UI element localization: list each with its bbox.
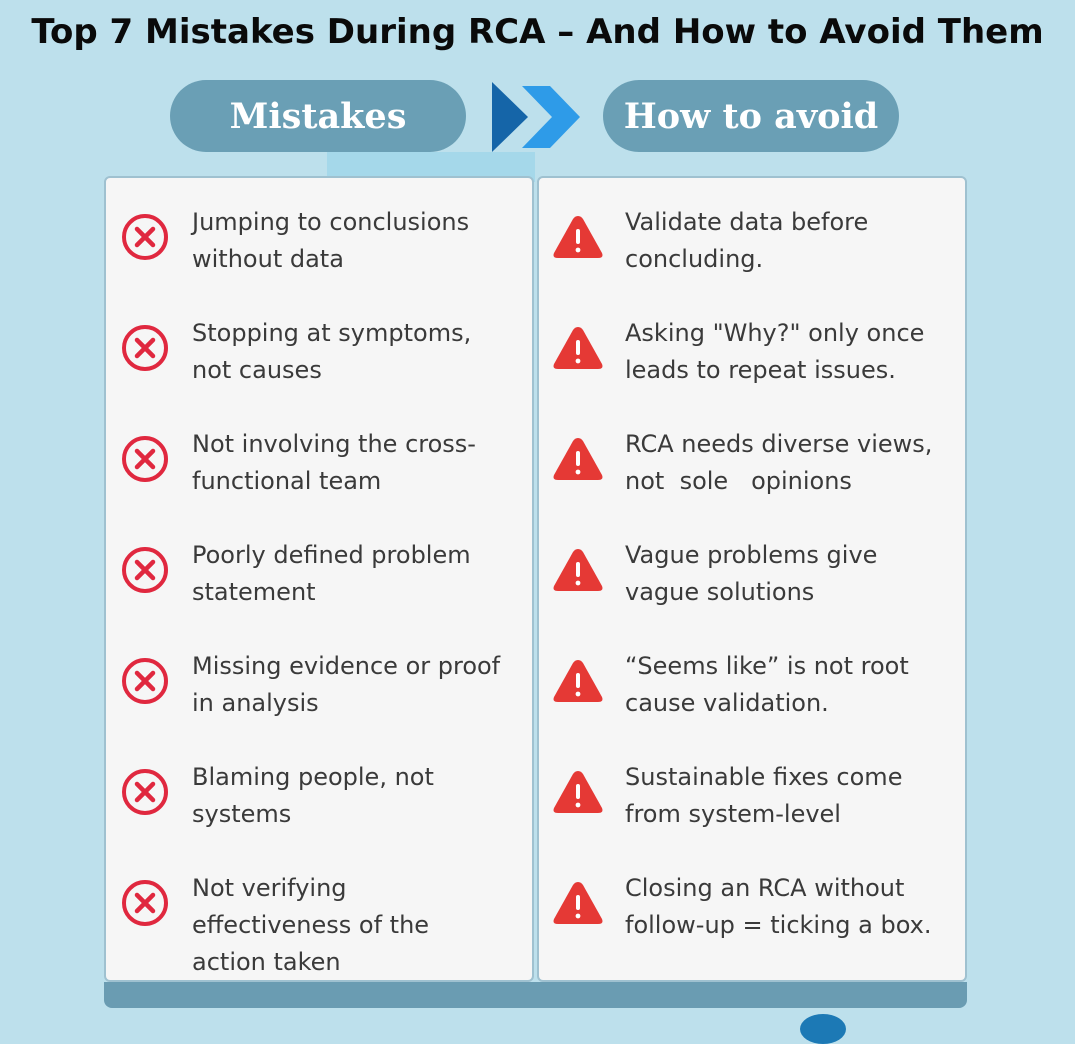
- circle-x-icon: [120, 656, 170, 706]
- mistake-text: Poorly defined problem statement: [192, 541, 471, 606]
- warning-triangle-icon: [552, 880, 604, 926]
- mistake-text: Not involving the cross- functional team: [192, 430, 476, 495]
- how-to-avoid-header: How to avoid: [603, 80, 899, 152]
- avoid-text: Sustainable fixes come from system-level: [625, 763, 903, 828]
- circle-x-icon: [120, 323, 170, 373]
- warning-triangle-icon: [552, 325, 604, 371]
- mistakes-panel: [104, 176, 534, 982]
- avoid-text: Closing an RCA without follow-up = ticking a box.: [625, 874, 932, 939]
- avoid-text: RCA needs diverse views, not sole opinions: [625, 430, 933, 495]
- warning-triangle-icon: [552, 436, 604, 482]
- avoid-text: Asking "Why?" only once leads to repeat issues.: [625, 319, 925, 384]
- mistake-text: Not verifying effectiveness of the action taken: [192, 874, 430, 976]
- double-chevron-right-icon: [488, 82, 584, 152]
- avoid-text: “Seems like” is not root cause validation.: [625, 652, 909, 717]
- page-title: Top 7 Mistakes During RCA – And How to Avoid Them: [31, 12, 1044, 52]
- avoid-text: Validate data before concluding.: [625, 208, 869, 273]
- warning-triangle-icon: [552, 214, 604, 260]
- circle-x-icon: [120, 212, 170, 262]
- mistake-text: Blaming people, not systems: [192, 763, 434, 828]
- mistake-text: Stopping at symptoms, not causes: [192, 319, 472, 384]
- mistakes-header: Mistakes: [170, 80, 466, 152]
- mistake-text: Missing evidence or proof in analysis: [192, 652, 501, 717]
- mistake-text: Jumping to conclusions without data: [192, 208, 470, 273]
- circle-x-icon: [120, 434, 170, 484]
- avoid-text: Vague problems give vague solutions: [625, 541, 878, 606]
- circle-x-icon: [120, 878, 170, 928]
- panel-base-bar: [104, 982, 967, 1008]
- warning-triangle-icon: [552, 547, 604, 593]
- how-to-avoid-panel: [537, 176, 967, 982]
- circle-x-icon: [120, 767, 170, 817]
- bottom-circle-decoration: [800, 1014, 846, 1044]
- warning-triangle-icon: [552, 658, 604, 704]
- warning-triangle-icon: [552, 769, 604, 815]
- circle-x-icon: [120, 545, 170, 595]
